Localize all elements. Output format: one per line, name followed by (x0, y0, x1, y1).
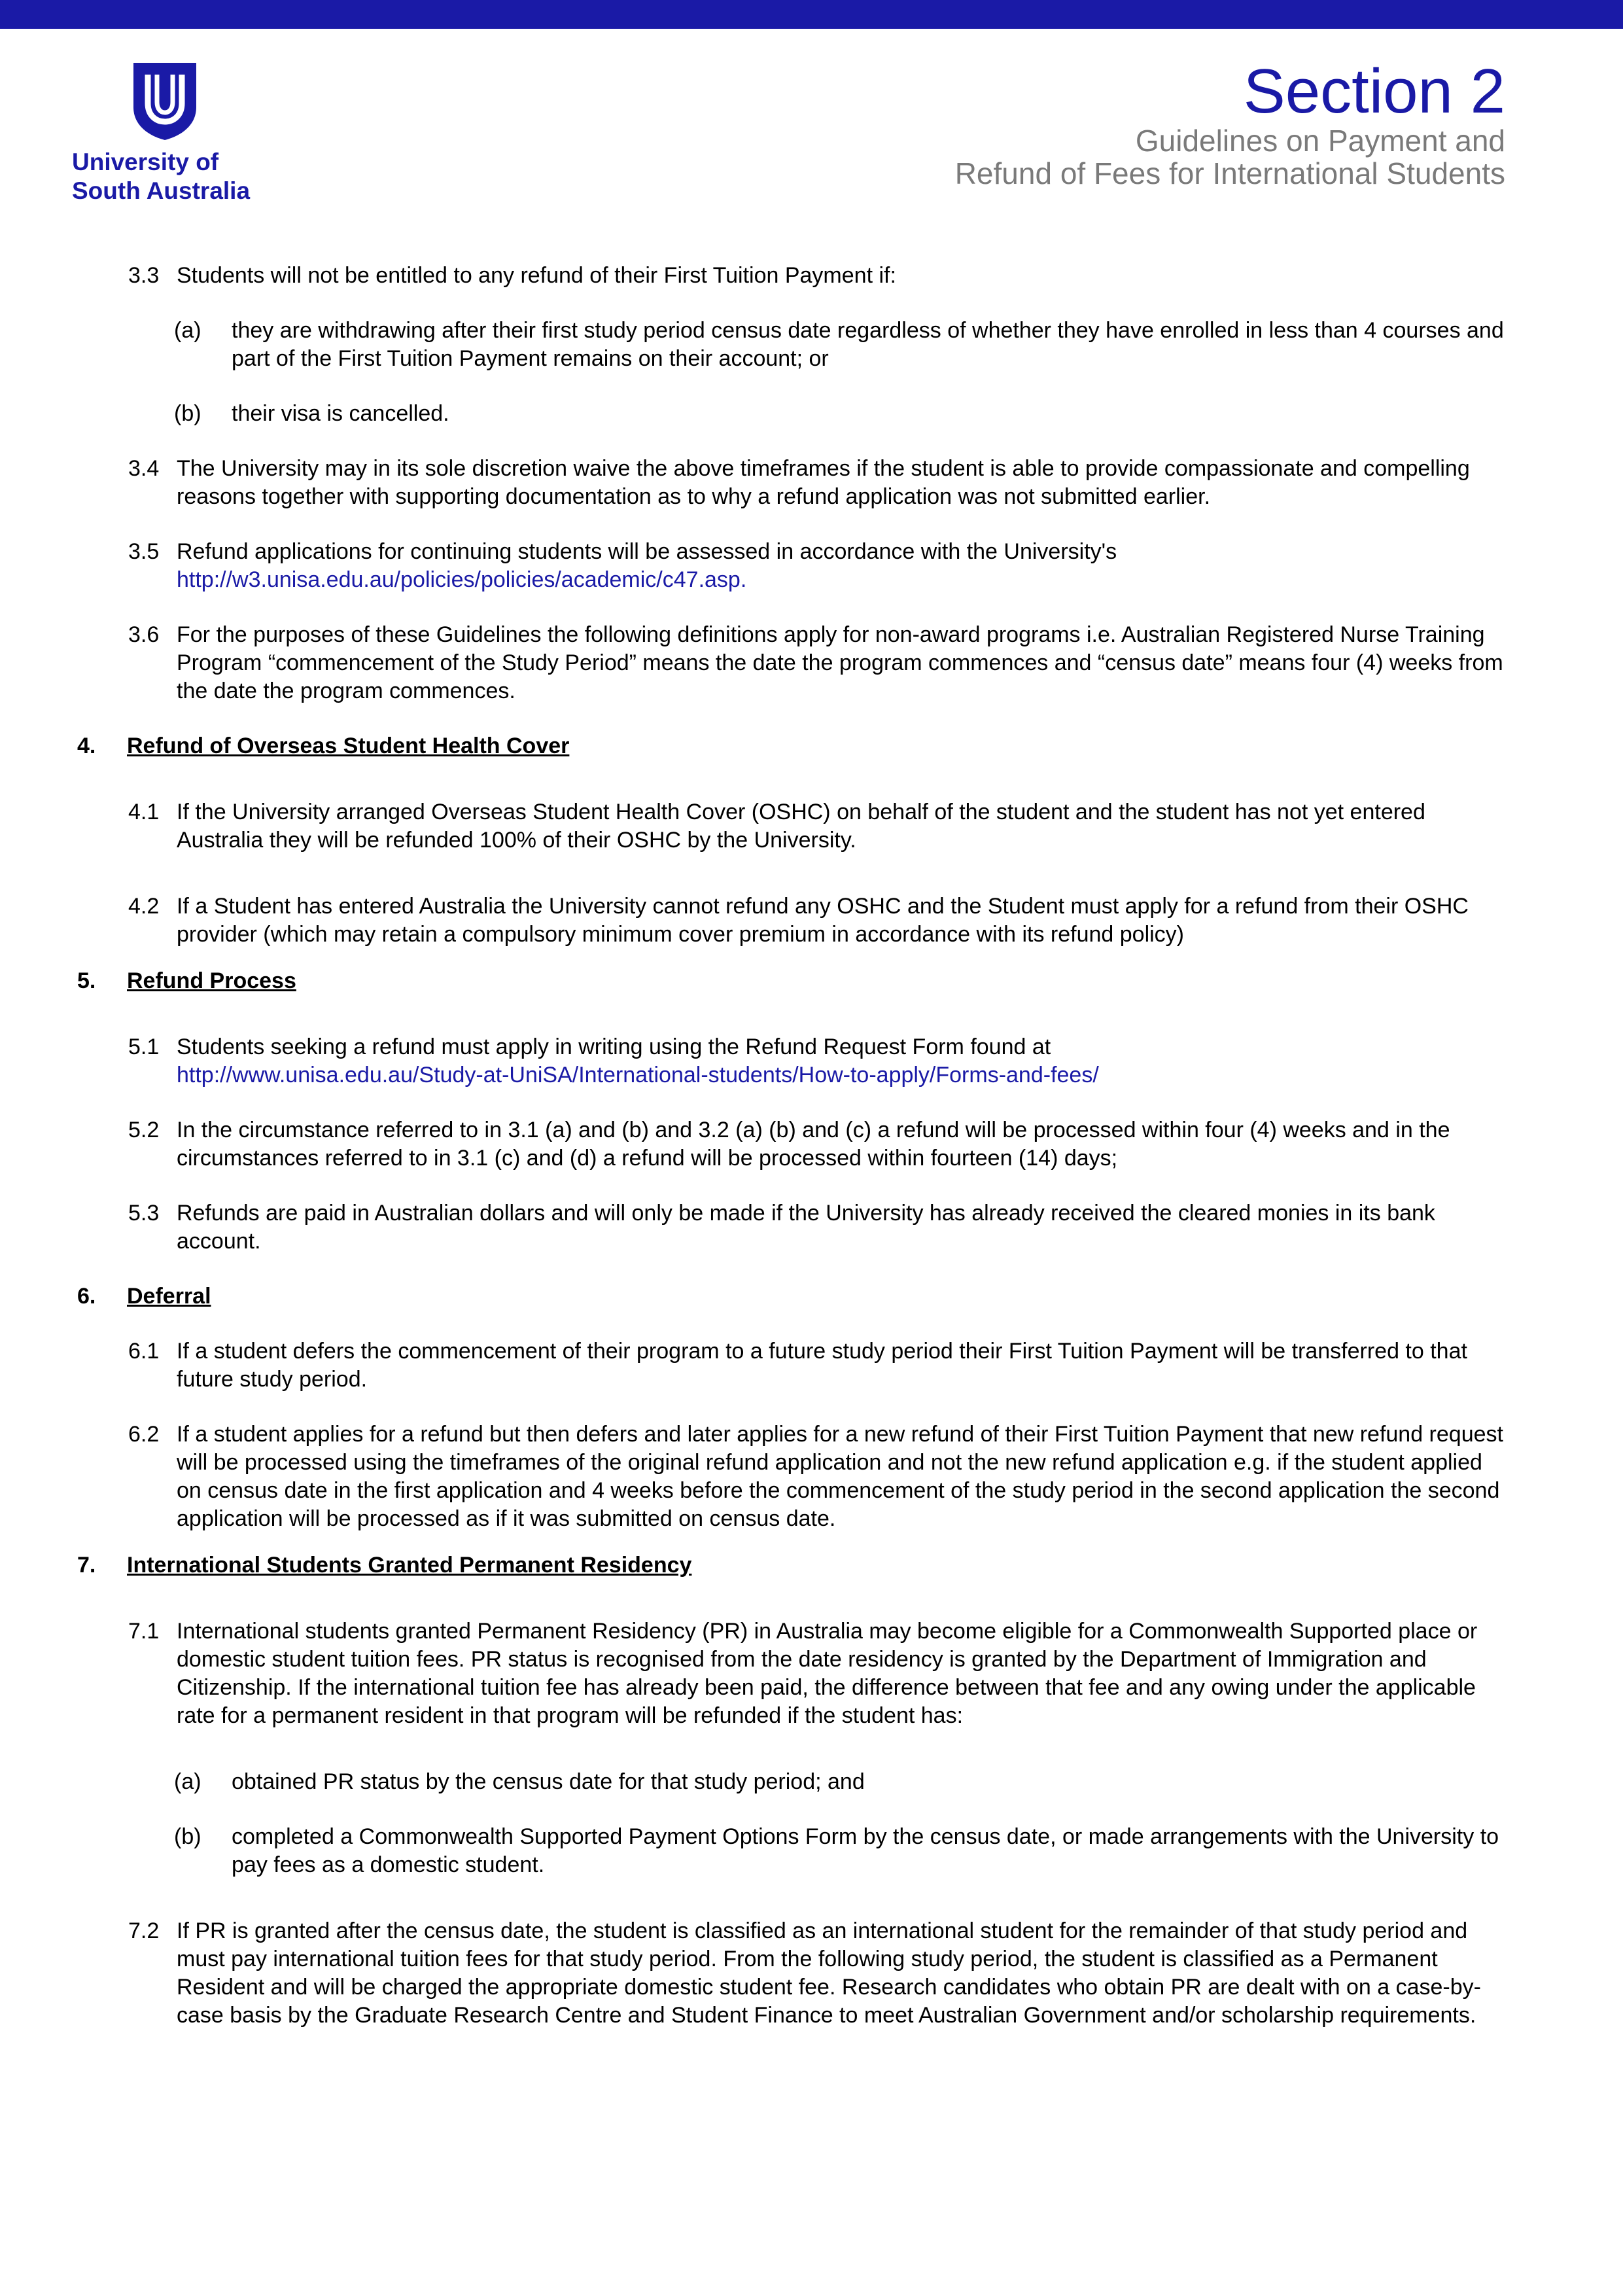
clause-number: 5.1 (128, 1034, 160, 1059)
clause-number: 6.2 (128, 1422, 160, 1447)
clause-4-1 (0, 798, 1623, 855)
university-name-line1: University of (72, 149, 219, 175)
sub-clause-label: (a) (174, 318, 201, 343)
clause-5-2 (0, 1116, 1623, 1173)
policy-link[interactable]: http://w3.unisa.edu.au/policies/policies/academic/c47.asp. (177, 567, 747, 592)
unisa-shield-logo-icon (131, 60, 199, 141)
document-body (0, 262, 1623, 2057)
heading-text: Refund of Overseas Student Health Cover (127, 733, 570, 758)
clause-number: 7.1 (128, 1619, 160, 1644)
clause-text: In the circumstance referred to in 3.1 (a) and (b) and 3.2 (a) (b) and (c) a refund will be processed within four (4) weeks and in the circumstances referred to in 3.1 (c) and (d) a refund will be processed within fourteen (14) days; (177, 1118, 1450, 1171)
clause-text: Refunds are paid in Australian dollars and will only be made if the University has already received the cleared monies in its bank account. (177, 1201, 1435, 1254)
refund-form-link[interactable]: http://www.unisa.edu.au/Study-at-UniSA/International-students/How-to-apply/Forms-and-fees/ (177, 1063, 1099, 1087)
clause-number: 5.2 (128, 1118, 160, 1142)
clause-text: If a student defers the commencement of their program to a future study period their First Tuition Payment will be transferred to that future study period. (177, 1339, 1467, 1392)
clause-text: Refund applications for continuing students will be assessed in accordance with the University's (177, 539, 1117, 564)
heading-text: International Students Granted Permanent Residency (127, 1553, 692, 1578)
clause-text: Students seeking a refund must apply in writing using the Refund Request Form found at (177, 1034, 1051, 1059)
clause-4-2 (0, 892, 1623, 949)
university-name-line2: South Australia (72, 177, 251, 204)
clause-3-3-b (0, 400, 1623, 428)
section-subtitle (955, 124, 1505, 190)
clause-3-3 (0, 262, 1623, 290)
document-header (954, 56, 1505, 190)
subtitle-line1: Guidelines on Payment and (1135, 124, 1505, 158)
clause-text: If a student applies for a refund but then defers and later applies for a new refund of their First Tuition Payment that new refund request will be processed using the timeframes of the original refund application and not the new refund application e.g. if the student applied on census date in the first application and 4 weeks before the commencement of the study period in the second application the second application will be processed as if it was submitted on census date. (177, 1422, 1503, 1531)
heading-6 (0, 1282, 1623, 1311)
clause-3-6 (0, 621, 1623, 705)
clause-3-5 (0, 538, 1623, 594)
clause-7-1-a (0, 1768, 1623, 1796)
heading-text: Refund Process (127, 968, 296, 993)
clause-7-2 (0, 1917, 1623, 2030)
heading-4 (0, 732, 1623, 760)
clause-number: 5.3 (128, 1201, 160, 1226)
heading-text: Deferral (127, 1284, 211, 1309)
clause-6-2 (0, 1421, 1623, 1533)
clause-5-1 (0, 1033, 1623, 1089)
heading-number: 4. (77, 733, 96, 758)
clause-3-4 (0, 455, 1623, 511)
clause-text: Students will not be entitled to any refund of their First Tuition Payment if: (177, 263, 896, 288)
section-title: Section 2 (1243, 56, 1505, 126)
clause-text: If the University arranged Overseas Student Health Cover (OSHC) on behalf of the student and the student has not yet entered Australia they will be refunded 100% of their OSHC by the University. (177, 800, 1425, 853)
sub-clause-text: their visa is cancelled. (232, 401, 449, 426)
clause-text: If a Student has entered Australia the University cannot refund any OSHC and the Student must apply for a refund from their OSHC provider (which may retain a compulsory minimum cover premium in accordance with its refund policy) (177, 894, 1469, 947)
heading-7 (0, 1551, 1623, 1580)
clause-text: The University may in its sole discretion waive the above timeframes if the student is able to provide compassionate and compelling reasons together with supporting documentation as to why a refund application was not submitted earlier. (177, 456, 1470, 509)
sub-clause-text: they are withdrawing after their first study period census date regardless of whether they have enrolled in less than 4 courses and part of the First Tuition Payment remains on their account; or (232, 318, 1504, 371)
clause-number: 3.3 (128, 263, 160, 288)
sub-clause-label: (b) (174, 1824, 201, 1849)
clause-3-3-a (0, 317, 1623, 373)
clause-number: 4.2 (128, 894, 160, 919)
clause-6-1 (0, 1337, 1623, 1394)
subtitle-line2: Refund of Fees for International Students (954, 156, 1505, 190)
university-logo (72, 60, 262, 205)
clause-number: 3.5 (128, 539, 160, 564)
top-banner (0, 0, 1623, 29)
clause-text: If PR is granted after the census date, the student is classified as an international student for the remainder of that study period and must pay international tuition fees for that study period. From the following study period, the student is classified as a Permanent Resident and will be charged the appropriate domestic student fee. Research candidates who obtain PR are dealt with on a case-by-case basis by the Graduate Research Centre and Student Finance to meet Australian Government and/or scholarship requirements. (177, 1918, 1481, 2028)
heading-number: 6. (77, 1284, 96, 1309)
sub-clause-label: (a) (174, 1769, 201, 1794)
sub-clause-text: obtained PR status by the census date for that study period; and (232, 1769, 865, 1794)
sub-clause-label: (b) (174, 401, 201, 426)
clause-number: 4.1 (128, 800, 160, 824)
heading-number: 7. (77, 1553, 96, 1578)
clause-text: For the purposes of these Guidelines the following definitions apply for non-award programs i.e. Australian Registered Nurse Training Program “commencement of the Study Period” means the date the program commences and “census date” means four (4) weeks from the date the program commences. (177, 622, 1503, 703)
heading-number: 5. (77, 968, 96, 993)
clause-number: 3.4 (128, 456, 160, 481)
clause-7-1 (0, 1617, 1623, 1730)
clause-7-1-b (0, 1823, 1623, 1879)
clause-number: 7.2 (128, 1918, 160, 1943)
clause-text: International students granted Permanent Residency (PR) in Australia may become eligible for a Commonwealth Supported place or domestic student tuition fees. PR status is recognised from the date residency is granted by the Department of Immigration and Citizenship. If the international tuition fee has already been paid, the difference between that fee and any owing under the applicable rate for a permanent resident in that program will be refunded if the student has: (177, 1619, 1478, 1728)
clause-number: 6.1 (128, 1339, 160, 1364)
clause-5-3 (0, 1199, 1623, 1256)
clause-number: 3.6 (128, 622, 160, 647)
sub-clause-text: completed a Commonwealth Supported Payment Options Form by the census date, or made arrangements with the University to pay fees as a domestic student. (232, 1824, 1499, 1877)
heading-5 (0, 967, 1623, 995)
